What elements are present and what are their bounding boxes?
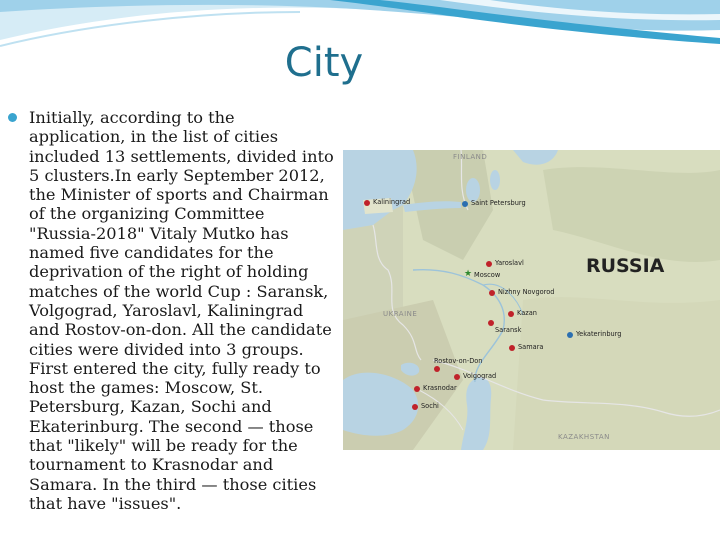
slide-title: City <box>284 40 364 86</box>
nizhny-novgorod-marker <box>489 290 495 296</box>
krasnodar-marker <box>414 386 420 392</box>
moscow-star-icon: ★ <box>464 269 473 279</box>
rostov-on-don-marker <box>434 366 440 372</box>
kazan-marker <box>508 311 514 317</box>
nizhny-novgorod-label: Nizhny Novgorod <box>498 288 555 296</box>
saransk-marker <box>488 320 494 326</box>
kaliningrad-label: Kaliningrad <box>373 198 411 206</box>
samara-label: Samara <box>518 343 544 351</box>
krasnodar-label: Krasnodar <box>423 384 457 392</box>
rostov-on-don-label: Rostov-on-Don <box>434 357 483 365</box>
saint-petersburg-marker <box>462 201 468 207</box>
moscow-label: Moscow <box>474 271 501 279</box>
sochi-marker <box>412 404 418 410</box>
saint-petersburg-label: Saint Petersburg <box>471 199 526 207</box>
body-paragraph: Initially, according to the application, in the list of cities included 13 settlements, divided into 5 clusters.In early September 2012, the Minister of sports and Chairman of the organizing Committee "Russia-2018" Vitaly Mutko has named five candidates for the deprivation of the right of holding matches of the world Cup : Saransk, Volgograd, Yaroslavl, Kaliningrad and Rostov-on-don. All the candidate cities were divided into 3 groups. First entered the city, fully ready to host the games: Moscow, St. Petersburg, Kazan, Sochi and Ekaterinburg. The second — those that "likely" will be ready for the tournament to Krasnodar and Samara. In the third — those cities that have "issues". <box>29 108 334 513</box>
kazakhstan-label: KAZAKHSTAN <box>558 433 610 441</box>
kaliningrad-marker <box>364 200 370 206</box>
russia-label: RUSSIA <box>586 255 665 277</box>
yaroslavl-marker <box>486 261 492 267</box>
kazan-label: Kazan <box>517 309 537 317</box>
finland-label: FINLAND <box>453 153 488 161</box>
samara-marker <box>509 345 515 351</box>
saransk-label: Saransk <box>495 326 522 334</box>
yekaterinburg-label: Yekaterinburg <box>576 330 622 338</box>
ukraine-label: UKRAINE <box>383 310 418 318</box>
map-terrain <box>343 150 720 450</box>
volgograd-marker <box>454 374 460 380</box>
yaroslavl-label: Yaroslavl <box>495 259 524 267</box>
volgograd-label: Volgograd <box>463 372 497 380</box>
sochi-label: Sochi <box>421 402 439 410</box>
russia-host-cities-map <box>343 150 720 450</box>
bullet-icon <box>8 113 17 122</box>
yekaterinburg-marker <box>567 332 573 338</box>
